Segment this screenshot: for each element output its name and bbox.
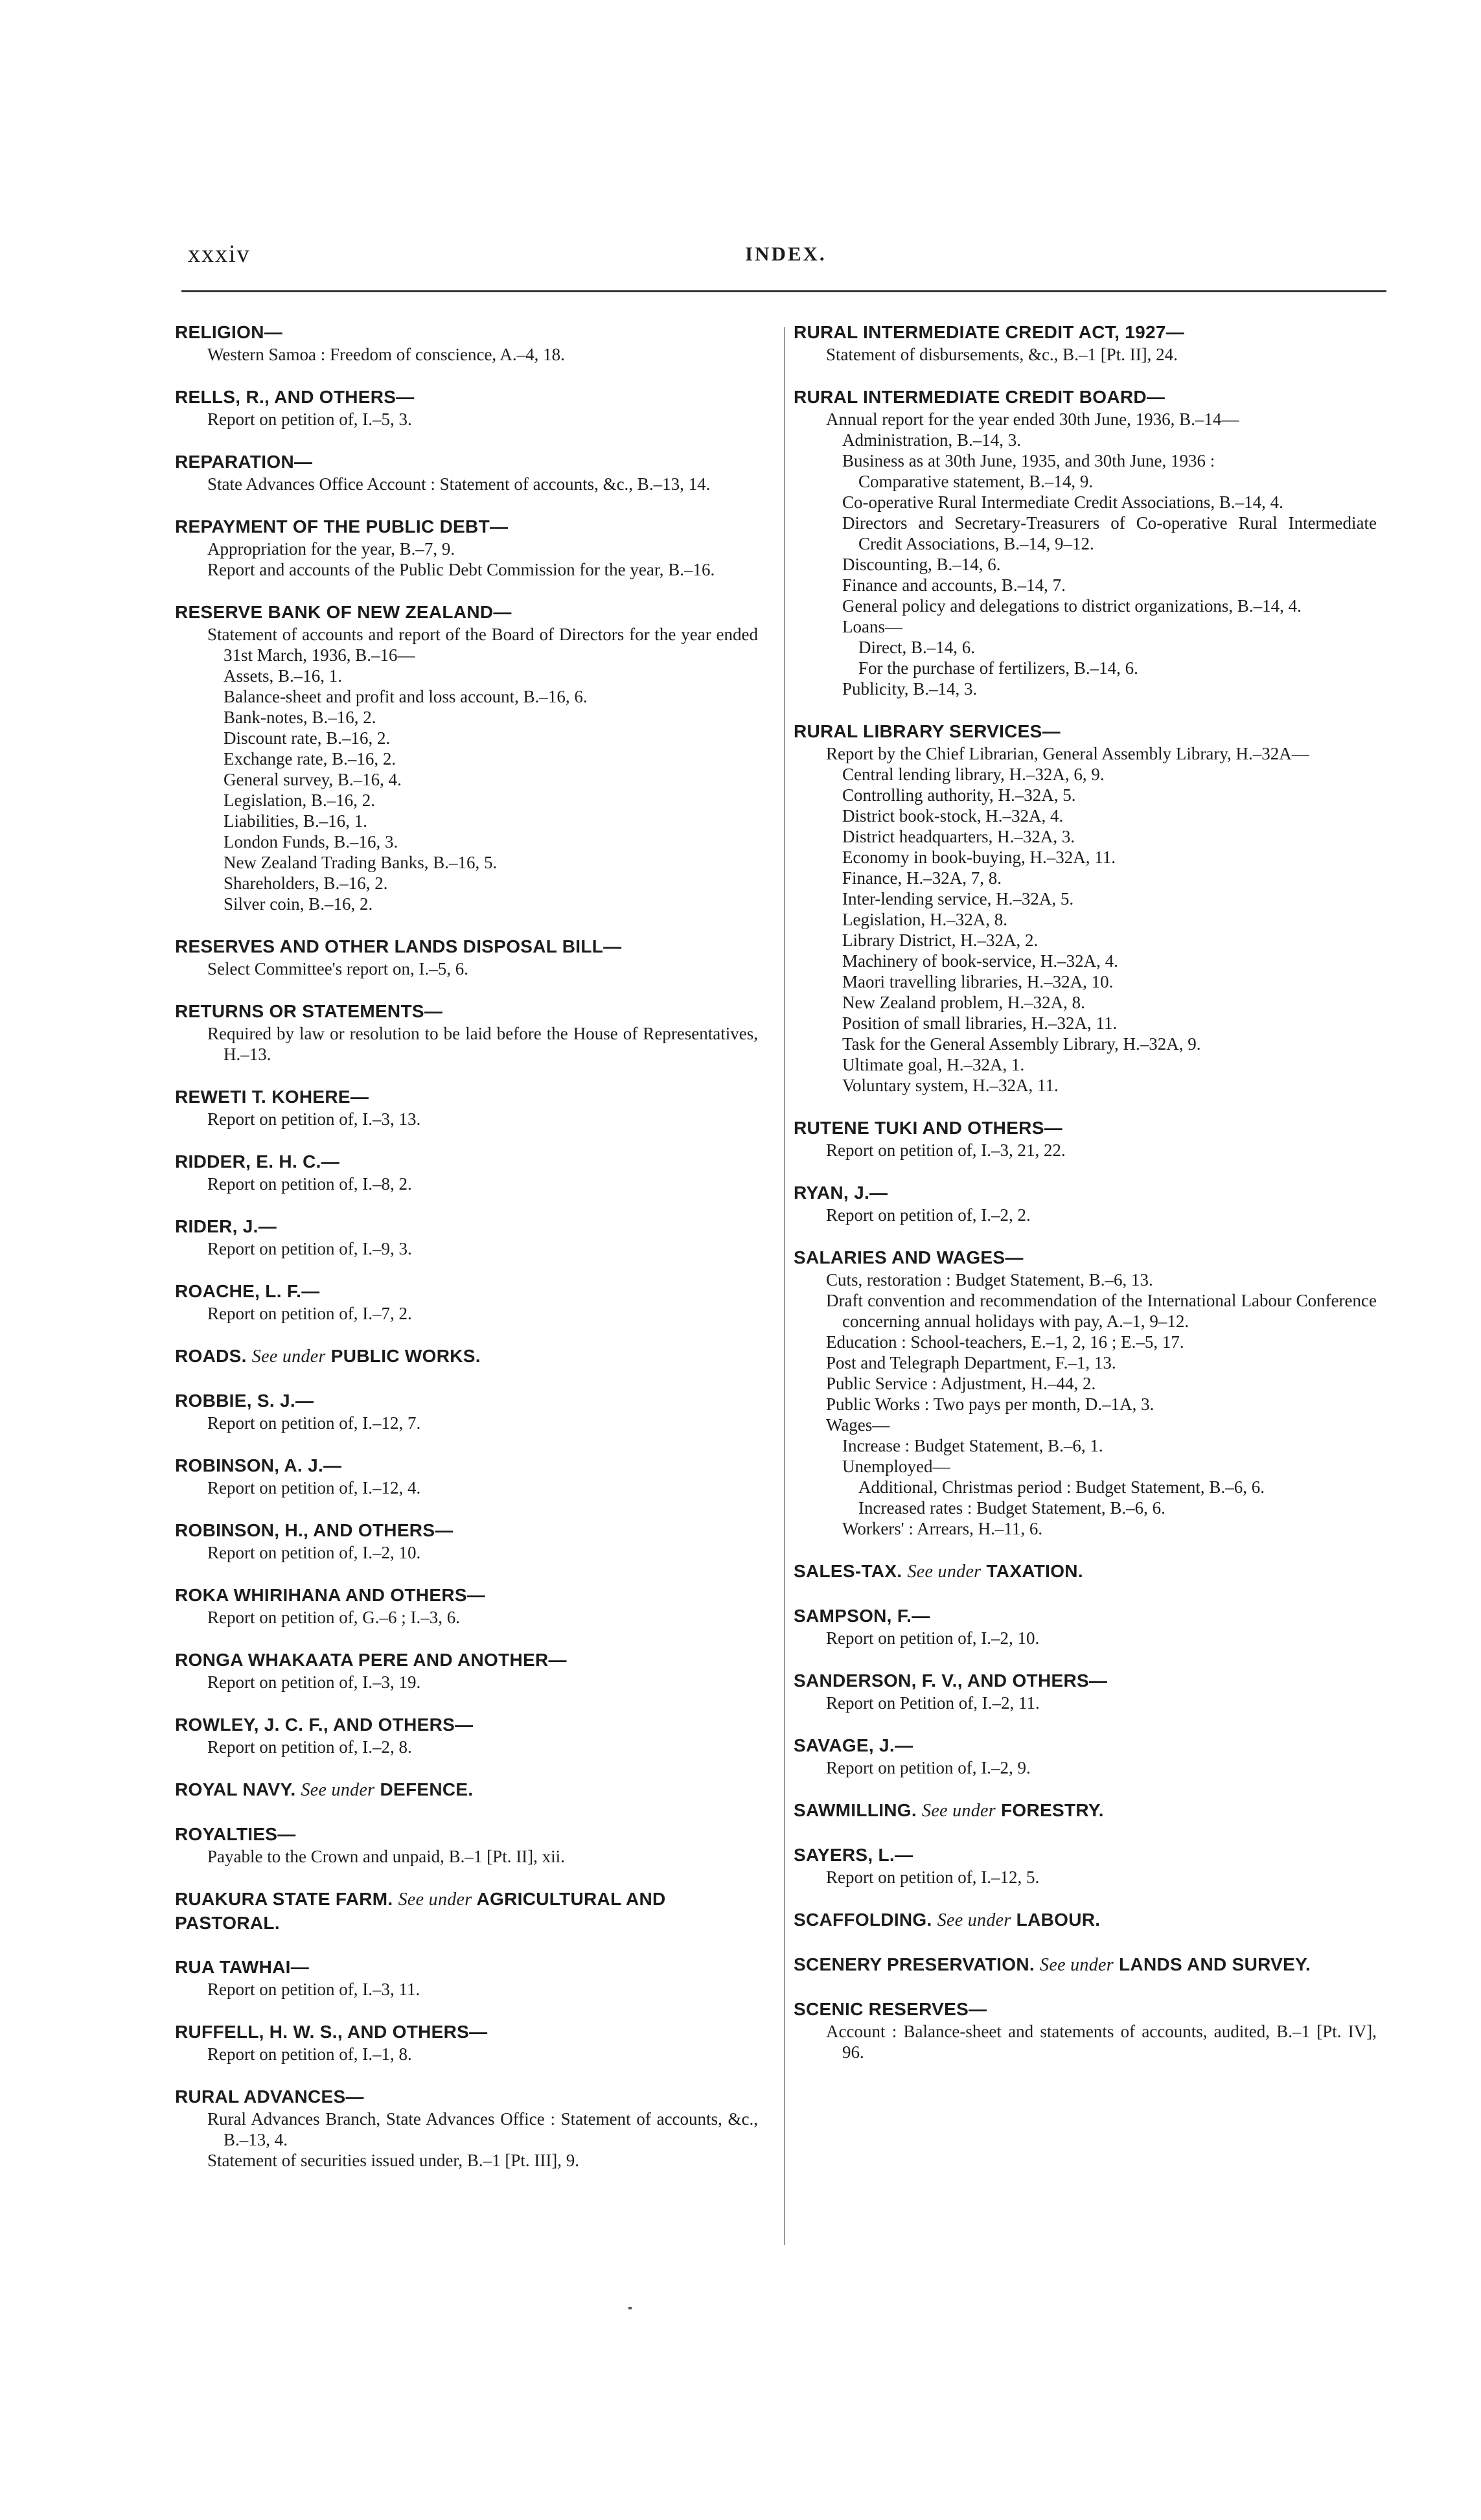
- entry-subline: Loans—: [842, 617, 902, 636]
- entry-subline: Library District, H.–32A, 2.: [842, 931, 1039, 950]
- heading-text: RELIGION—: [175, 322, 283, 342]
- entry-subline: Controlling authority, H.–32A, 5.: [842, 785, 1076, 805]
- index-entry: [794, 1844, 1377, 1888]
- heading-text: RURAL LIBRARY SERVICES—: [794, 721, 1061, 741]
- index-entry: [175, 321, 758, 365]
- entry-heading: [794, 1116, 1377, 1140]
- entry-subline: Draft convention and recommendation of the International Labour Conference concerning annual holidays with pay, A.–1, 9–12.: [826, 1291, 1377, 1331]
- index-entry: [175, 1823, 758, 1867]
- see-under-label: See under: [398, 1890, 472, 1910]
- entry-subline: Shareholders, B.–16, 2.: [224, 873, 388, 893]
- heading-text: SCAFFOLDING.: [794, 1910, 932, 1930]
- entry-subline: Report on petition of, I.–12, 7.: [207, 1413, 421, 1433]
- index-entry: [175, 935, 758, 979]
- entry-subline: Statement of securities issued under, B.–1 [Pt. III], 9.: [207, 2151, 580, 2170]
- entry-subline: Report on petition of, I.–2, 10.: [826, 1628, 1040, 1648]
- entry-heading: [794, 1246, 1377, 1269]
- entry-subline: New Zealand Trading Banks, B.–16, 5.: [224, 853, 498, 872]
- entry-subline: Post and Telegraph Department, F.–1, 13.: [826, 1353, 1116, 1372]
- heading-text: REPAYMENT OF THE PUBLIC DEBT—: [175, 516, 509, 537]
- heading-text: RIDDER, E. H. C.—: [175, 1151, 340, 1172]
- entry-subline: Assets, B.–16, 1.: [224, 666, 343, 686]
- page-header: [188, 240, 1380, 285]
- entry-heading: [175, 1000, 758, 1023]
- entry-heading: [175, 515, 758, 538]
- heading-text: RESERVE BANK OF NEW ZEALAND—: [175, 602, 512, 622]
- cross-reference-target: LANDS AND SURVEY.: [1119, 1954, 1311, 1974]
- heading-text: RURAL INTERMEDIATE CREDIT BOARD—: [794, 387, 1165, 407]
- see-under-label: See under: [937, 1910, 1011, 1930]
- entry-heading: [175, 1215, 758, 1238]
- entry-subline: Report on petition of, I.–2, 10.: [207, 1543, 421, 1562]
- entry-heading: [794, 720, 1377, 743]
- index-entry: [175, 1888, 758, 1935]
- see-under-label: See under: [907, 1562, 982, 1582]
- entry-subline: Silver coin, B.–16, 2.: [224, 894, 373, 914]
- entry-subline: Cuts, restoration : Budget Statement, B.–6, 13.: [826, 1270, 1153, 1289]
- entry-subline: Workers' : Arrears, H.–11, 6.: [842, 1519, 1043, 1538]
- entry-subline: District book-stock, H.–32A, 4.: [842, 806, 1064, 826]
- index-entry: [794, 321, 1377, 365]
- entry-subline: London Funds, B.–16, 3.: [224, 832, 398, 851]
- index-entry: [794, 1604, 1377, 1648]
- entry-heading: [175, 1389, 758, 1413]
- index-entry: [794, 386, 1377, 699]
- left-column: [175, 321, 758, 2191]
- see-under-label: See under: [251, 1347, 326, 1367]
- heading-text: SANDERSON, F. V., AND OTHERS—: [794, 1670, 1108, 1691]
- entry-subline: Co-operative Rural Intermediate Credit Associations, B.–14, 4.: [842, 492, 1283, 512]
- heading-text: ROBINSON, H., AND OTHERS—: [175, 1520, 453, 1540]
- entry-heading: [175, 1888, 758, 1935]
- entry-subline: Report on petition of, I.–3, 11.: [207, 1980, 420, 1999]
- entry-subline: Report on Petition of, I.–2, 11.: [826, 1693, 1040, 1713]
- index-entry: [794, 1998, 1377, 2063]
- entry-heading: [175, 1345, 758, 1369]
- entry-subline: Report on petition of, I.–2, 2.: [826, 1205, 1031, 1225]
- heading-text: SAWMILLING.: [794, 1800, 917, 1820]
- entry-heading: [175, 1956, 758, 1979]
- index-entry: [794, 720, 1377, 1096]
- entry-subline: Report by the Chief Librarian, General Assembly Library, H.–32A—: [826, 744, 1309, 763]
- entry-subline: Exchange rate, B.–16, 2.: [224, 749, 396, 769]
- index-entry: [175, 2020, 758, 2064]
- heading-text: ROBBIE, S. J.—: [175, 1391, 314, 1411]
- index-entry: [794, 1734, 1377, 1778]
- entry-subline: General survey, B.–16, 4.: [224, 770, 402, 789]
- entry-heading: [175, 1823, 758, 1846]
- index-entry: [175, 2085, 758, 2171]
- entry-subline: Legislation, H.–32A, 8.: [842, 910, 1007, 929]
- page-number: xxxiv: [188, 240, 251, 268]
- entry-heading: [794, 1734, 1377, 1757]
- index-entry: [175, 1389, 758, 1433]
- heading-text: RETURNS OR STATEMENTS—: [175, 1001, 443, 1021]
- entry-subline: Public Service : Adjustment, H.–44, 2.: [826, 1374, 1096, 1393]
- entry-heading: [175, 1648, 758, 1672]
- entry-subline: Report on petition of, I.–2, 8.: [207, 1737, 412, 1757]
- index-entry: [794, 1799, 1377, 1823]
- heading-text: ROYALTIES—: [175, 1824, 296, 1844]
- entry-subline: Central lending library, H.–32A, 6, 9.: [842, 765, 1105, 784]
- entry-heading: [794, 1181, 1377, 1205]
- index-entry: [794, 1669, 1377, 1713]
- entry-subline: Report on petition of, I.–3, 13.: [207, 1109, 421, 1129]
- entry-subline: Inter-lending service, H.–32A, 5.: [842, 889, 1074, 908]
- heading-text: RUA TAWHAI—: [175, 1957, 310, 1977]
- entry-subline: Position of small libraries, H.–32A, 11.: [842, 1013, 1118, 1033]
- index-entry: [794, 1560, 1377, 1584]
- index-entry: [175, 1000, 758, 1065]
- heading-text: REWETI T. KOHERE—: [175, 1087, 369, 1107]
- entry-heading: [175, 2085, 758, 2109]
- see-under-label: See under: [922, 1801, 996, 1821]
- index-entry: [175, 1215, 758, 1259]
- entry-heading: [794, 1953, 1377, 1977]
- entry-subline: Legislation, B.–16, 2.: [224, 791, 375, 810]
- index-entry: [175, 1454, 758, 1498]
- entry-subline: Directors and Secretary-Treasurers of Co-operative Rural Intermediate Credit Associations, B.–14, 9–12.: [842, 513, 1377, 553]
- index-entry: [794, 1116, 1377, 1161]
- entry-subline: Ultimate goal, H.–32A, 1.: [842, 1055, 1025, 1074]
- entry-heading: [175, 2020, 758, 2044]
- column-divider: [784, 327, 785, 2245]
- entry-subline: Rural Advances Branch, State Advances Office : Statement of accounts, &c., B.–13, 4.: [207, 2109, 758, 2149]
- cross-reference-target: TAXATION.: [986, 1561, 1083, 1581]
- index-entry: [175, 1519, 758, 1563]
- entry-subline: Discount rate, B.–16, 2.: [224, 728, 391, 748]
- heading-text: RUTENE TUKI AND OTHERS—: [794, 1118, 1062, 1138]
- entry-subline: Comparative statement, B.–14, 9.: [858, 472, 1094, 491]
- entry-subline: Report on petition of, I.–12, 5.: [826, 1867, 1040, 1887]
- index-entry: [175, 1345, 758, 1369]
- entry-subline: Wages—: [826, 1415, 890, 1435]
- index-entry: [175, 386, 758, 430]
- entry-heading: [794, 1560, 1377, 1584]
- entry-subline: General policy and delegations to district organizations, B.–14, 4.: [842, 596, 1302, 616]
- heading-text: SAVAGE, J.—: [794, 1735, 913, 1755]
- entry-subline: District headquarters, H.–32A, 3.: [842, 827, 1075, 846]
- heading-text: RONGA WHAKAATA PERE AND ANOTHER—: [175, 1650, 567, 1670]
- entry-subline: Report on petition of, I.–2, 9.: [826, 1758, 1031, 1777]
- heading-text: REPARATION—: [175, 452, 313, 472]
- entry-subline: Appropriation for the year, B.–7, 9.: [207, 539, 455, 559]
- entry-heading: [175, 321, 758, 344]
- index-entry: [175, 1778, 758, 1802]
- entry-subline: Report on petition of, G.–6 ; I.–3, 6.: [207, 1608, 460, 1627]
- index-entry: [175, 1584, 758, 1628]
- see-under-label: See under: [301, 1780, 375, 1800]
- index-entry: [175, 601, 758, 914]
- heading-text: SAYERS, L.—: [794, 1845, 913, 1865]
- heading-text: RUFFELL, H. W. S., AND OTHERS—: [175, 2022, 488, 2042]
- entry-subline: Report on petition of, I.–7, 2.: [207, 1304, 412, 1323]
- entry-subline: Finance and accounts, B.–14, 7.: [842, 575, 1066, 595]
- entry-heading: [794, 1908, 1377, 1932]
- entry-subline: Statement of accounts and report of the Board of Directors for the year ended 31st March, 1936, B.–16—: [207, 625, 758, 665]
- heading-text: RUAKURA STATE FARM.: [175, 1889, 393, 1909]
- entry-heading: [794, 321, 1377, 344]
- entry-heading: [175, 386, 758, 409]
- entry-heading: [175, 1713, 758, 1737]
- heading-text: RYAN, J.—: [794, 1183, 888, 1203]
- entry-subline: Statement of disbursements, &c., B.–1 [Pt. II], 24.: [826, 345, 1178, 364]
- entry-subline: Report on petition of, I.–9, 3.: [207, 1239, 412, 1258]
- index-entry: [175, 1713, 758, 1757]
- entry-subline: Finance, H.–32A, 7, 8.: [842, 868, 1002, 888]
- page-title: INDEX.: [745, 242, 827, 265]
- heading-text: SALARIES AND WAGES—: [794, 1247, 1024, 1267]
- entry-subline: Report on petition of, I.–12, 4.: [207, 1478, 421, 1497]
- entry-subline: New Zealand problem, H.–32A, 8.: [842, 993, 1085, 1012]
- entry-subline: Machinery of book-service, H.–32A, 4.: [842, 951, 1118, 971]
- entry-subline: Business as at 30th June, 1935, and 30th June, 1936 :: [842, 451, 1215, 470]
- heading-text: ROADS.: [175, 1346, 247, 1366]
- cross-reference-target: LABOUR.: [1016, 1910, 1101, 1930]
- entry-heading: [175, 935, 758, 958]
- entry-subline: Voluntary system, H.–32A, 11.: [842, 1076, 1059, 1095]
- index-entry: [175, 1280, 758, 1324]
- entry-subline: Report on petition of, I.–8, 2.: [207, 1174, 412, 1194]
- entry-subline: For the purchase of fertilizers, B.–14, 6.: [858, 658, 1138, 678]
- entry-heading: [175, 1150, 758, 1173]
- entry-subline: Additional, Christmas period : Budget Statement, B.–6, 6.: [858, 1477, 1265, 1497]
- entry-heading: [794, 1669, 1377, 1693]
- heading-text: RIDER, J.—: [175, 1216, 277, 1236]
- entry-heading: [794, 386, 1377, 409]
- header-rule: [181, 290, 1386, 292]
- entry-subline: Maori travelling libraries, H.–32A, 10.: [842, 972, 1114, 991]
- entry-subline: Education : School-teachers, E.–1, 2, 16 ; E.–5, 17.: [826, 1332, 1184, 1352]
- entry-heading: [794, 1799, 1377, 1823]
- entry-subline: State Advances Office Account : Statement of accounts, &c., B.–13, 14.: [207, 474, 711, 494]
- entry-subline: Economy in book-buying, H.–32A, 11.: [842, 848, 1116, 867]
- entry-heading: [175, 1778, 758, 1802]
- entry-heading: [794, 1604, 1377, 1628]
- entry-heading: [175, 1519, 758, 1542]
- entry-heading: [794, 1844, 1377, 1867]
- entry-heading: [175, 1085, 758, 1109]
- entry-subline: Account : Balance-sheet and statements of accounts, audited, B.–1 [Pt. IV], 96.: [826, 2022, 1377, 2062]
- entry-subline: Unemployed—: [842, 1457, 950, 1476]
- heading-text: SCENERY PRESERVATION.: [794, 1954, 1035, 1974]
- index-entry: [794, 1246, 1377, 1539]
- entry-subline: Report on petition of, I.–1, 8.: [207, 2044, 412, 2064]
- heading-text: ROYAL NAVY.: [175, 1779, 296, 1799]
- entry-subline: Increase : Budget Statement, B.–6, 1.: [842, 1436, 1103, 1455]
- cross-reference-target: FORESTRY.: [1001, 1800, 1104, 1820]
- entry-subline: Liabilities, B.–16, 1.: [224, 811, 367, 831]
- index-entry: [175, 1648, 758, 1693]
- heading-text: ROBINSON, A. J.—: [175, 1455, 342, 1475]
- entry-subline: Payable to the Crown and unpaid, B.–1 [Pt. II], xii.: [207, 1847, 565, 1866]
- index-entry: [175, 515, 758, 580]
- index-entry: [175, 450, 758, 494]
- index-entry: [175, 1956, 758, 2000]
- see-under-label: See under: [1040, 1955, 1114, 1975]
- entry-subline: Required by law or resolution to be laid before the House of Representatives, H.–13.: [207, 1024, 758, 1064]
- entry-subline: Report on petition of, I.–3, 21, 22.: [826, 1140, 1066, 1160]
- entry-heading: [175, 1280, 758, 1303]
- entry-heading: [175, 1454, 758, 1477]
- index-entry: [794, 1908, 1377, 1932]
- entry-subline: Report and accounts of the Public Debt Commission for the year, B.–16.: [207, 560, 715, 579]
- entry-subline: Administration, B.–14, 3.: [842, 430, 1021, 450]
- entry-subline: Report on petition of, I.–3, 19.: [207, 1672, 421, 1692]
- entry-heading: [175, 601, 758, 624]
- entry-subline: Western Samoa : Freedom of conscience, A.–4, 18.: [207, 345, 565, 364]
- entry-subline: Public Works : Two pays per month, D.–1A, 3.: [826, 1394, 1154, 1414]
- index-entry: [175, 1150, 758, 1194]
- heading-text: RELLS, R., AND OTHERS—: [175, 387, 415, 407]
- heading-text: SALES-TAX.: [794, 1561, 902, 1581]
- entry-subline: Increased rates : Budget Statement, B.–6, 6.: [858, 1498, 1165, 1518]
- heading-text: ROKA WHIRIHANA AND OTHERS—: [175, 1585, 486, 1605]
- entry-subline: Annual report for the year ended 30th June, 1936, B.–14—: [826, 410, 1239, 429]
- entry-subline: Direct, B.–14, 6.: [858, 638, 975, 657]
- cross-reference-target: AGRICULTURAL AND PASTORAL.: [175, 1889, 666, 1933]
- heading-text: RESERVES AND OTHER LANDS DISPOSAL BILL—: [175, 936, 622, 956]
- heading-text: ROACHE, L. F.—: [175, 1281, 320, 1301]
- entry-subline: Balance-sheet and profit and loss account, B.–16, 6.: [224, 687, 588, 706]
- index-entry: [794, 1953, 1377, 1977]
- entry-heading: [175, 450, 758, 474]
- entry-subline: Select Committee's report on, I.–5, 6.: [207, 959, 469, 978]
- index-entry: [794, 1181, 1377, 1225]
- entry-subline: Bank-notes, B.–16, 2.: [224, 708, 376, 727]
- cross-reference-target: DEFENCE.: [380, 1779, 474, 1799]
- heading-text: SAMPSON, F.—: [794, 1606, 930, 1626]
- cross-reference-target: PUBLIC WORKS.: [330, 1346, 481, 1366]
- page-mark: [628, 2307, 632, 2309]
- entry-subline: Publicity, B.–14, 3.: [842, 679, 978, 699]
- index-entry: [175, 1085, 758, 1129]
- right-column: [794, 321, 1377, 2083]
- heading-text: SCENIC RESERVES—: [794, 1999, 987, 2019]
- heading-text: RURAL ADVANCES—: [175, 2087, 364, 2107]
- entry-heading: [175, 1584, 758, 1607]
- entry-heading: [794, 1998, 1377, 2021]
- entry-subline: Discounting, B.–14, 6.: [842, 555, 1001, 574]
- entry-subline: Task for the General Assembly Library, H.–32A, 9.: [842, 1034, 1201, 1054]
- heading-text: RURAL INTERMEDIATE CREDIT ACT, 1927—: [794, 322, 1185, 342]
- entry-subline: Report on petition of, I.–5, 3.: [207, 410, 412, 429]
- heading-text: ROWLEY, J. C. F., AND OTHERS—: [175, 1715, 474, 1735]
